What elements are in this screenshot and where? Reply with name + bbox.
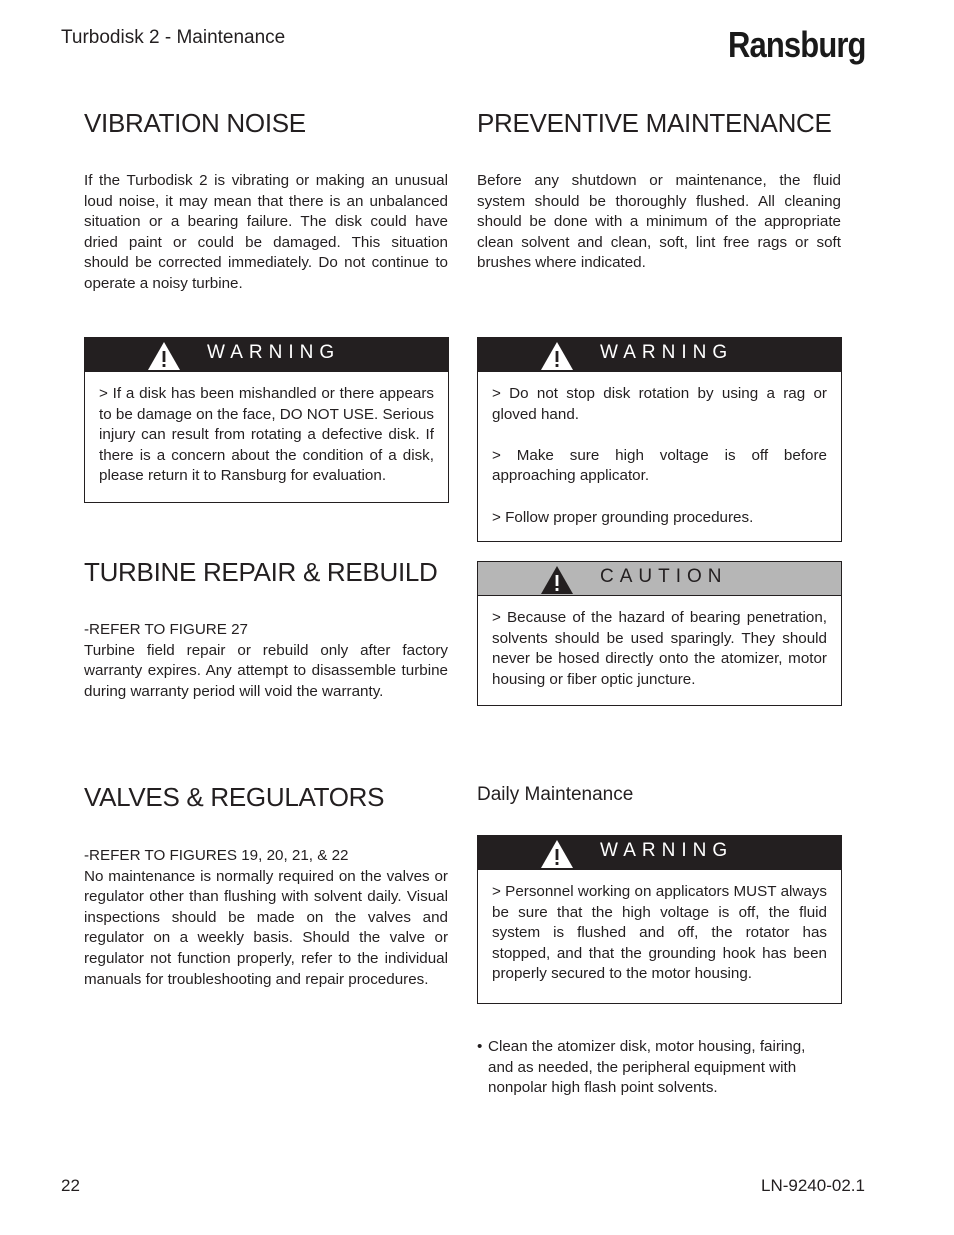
warning-triangle-icon xyxy=(147,341,181,371)
caution-triangle-icon xyxy=(540,565,574,595)
warning-text: > Personnel working on applicators MUST always be sure that the high voltage is off, the fluid system is flushed and off, the rotator has stopped, and that the grounding hook has been properly secured to the motor housing. xyxy=(492,883,827,983)
document-id: LN-9240-02.1 xyxy=(761,1176,865,1195)
valves-reference: -REFER TO FIGURES 19, 20, 21, & 22 xyxy=(84,847,349,864)
vibration-body: If the Turbodisk 2 is vibrating or making an unusual loud noise, it may mean that there is an unbalanced situation or a bearing failure. The disk could have dried paint or could be damaged. This situation should be corrected immediately. Do not continue to operate a noisy turbine. xyxy=(84,172,448,292)
heading-vibration-noise: VIBRATION NOISE xyxy=(84,108,306,138)
heading-preventive-maintenance: PREVENTIVE MAINTENANCE xyxy=(477,108,832,138)
warning-box-preventive xyxy=(477,337,842,542)
turbine-body: Turbine field repair or rebuild only after factory warranty expires. Any attempt to disassemble turbine during warranty period will void the warranty. xyxy=(84,641,448,700)
warning-item: > Follow proper grounding procedures. xyxy=(492,508,754,526)
heading-turbine-repair: TURBINE REPAIR & REBUILD xyxy=(84,557,438,587)
warning-bar xyxy=(478,338,841,372)
warning-triangle-icon xyxy=(540,839,574,869)
page-number: 22 xyxy=(61,1176,80,1195)
warning-triangle-icon xyxy=(540,341,574,371)
warning-item: > Make sure high voltage is off before approaching applicator. xyxy=(492,446,827,485)
warning-box-daily xyxy=(477,835,842,1004)
warning-bar xyxy=(478,836,841,870)
warning-label: WARNING xyxy=(600,342,734,363)
warning-box-vibration xyxy=(84,337,449,503)
warning-label: WARNING xyxy=(207,342,341,363)
warning-item: > Do not stop disk rotation by using a rag or gloved hand. xyxy=(492,385,827,423)
warning-label: WARNING xyxy=(600,840,734,861)
caution-bar xyxy=(478,562,841,596)
caution-label: CAUTION xyxy=(600,566,728,587)
daily-bullet-list xyxy=(477,1037,829,1099)
caution-box xyxy=(477,561,842,706)
preventive-body: Before any shutdown or maintenance, the fluid system should be thoroughly flushed. All cleaning should be done with a minimum of the appropriate clean solvent and clean, soft, lint free rags or soft brushes where indicated. xyxy=(477,172,841,272)
heading-valves-regulators: VALVES & REGULATORS xyxy=(84,782,385,812)
caution-text: > Because of the hazard of bearing penetration, solvents should be used sparingly. They should never be hosed directly onto the atomizer, motor housing or fiber optic juncture. xyxy=(492,609,827,688)
warning-text: > If a disk has been mishandled or there appears to be damage on the face, DO NOT USE. Serious injury can result from rotating a defective disk. If there is a concern about the condition of a disk, please return it to Ransburg for evaluation. xyxy=(99,385,434,485)
turbine-reference: -REFER TO FIGURE 27 xyxy=(84,621,248,638)
turbine-section xyxy=(84,620,448,702)
valves-section xyxy=(84,846,448,990)
list-item: • Clean the atomizer disk, motor housing, fairing, and as needed, the peripheral equipment with nonpolar high flash point solvents. xyxy=(477,1037,829,1099)
heading-daily-maintenance: Daily Maintenance xyxy=(477,784,634,805)
valves-body: No maintenance is normally required on the valves or regulator other than flushing with solvent daily. Visual inspections should be made on the valves and regulator on a weekly basis. Should the valve or regulator not function properly, refer to the individual manuals for troubleshooting and repair procedures. xyxy=(84,867,448,988)
warning-bar xyxy=(85,338,448,372)
brand-logo: Ransburg xyxy=(728,24,866,65)
header-section-title: Turbodisk 2 - Maintenance xyxy=(61,27,286,48)
